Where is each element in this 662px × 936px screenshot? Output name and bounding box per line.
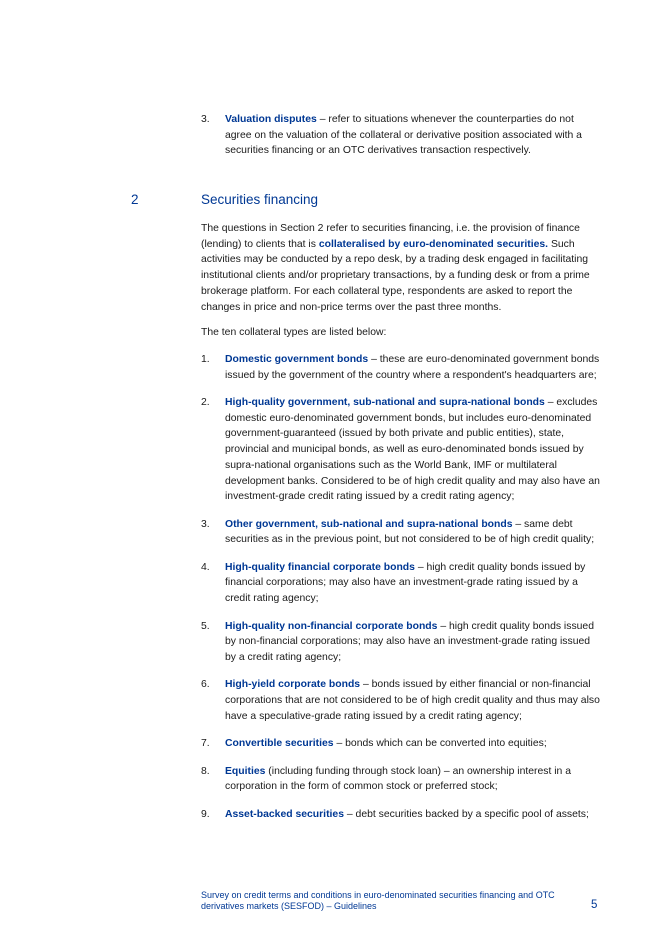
list-item-number: 7. xyxy=(201,738,210,750)
list-item-number: 9. xyxy=(201,808,210,820)
list-item xyxy=(201,677,601,724)
list-item xyxy=(201,736,601,752)
footer-line-1: Survey on credit terms and conditions in euro-denominated securities financing and OTC xyxy=(201,890,555,900)
list-item xyxy=(201,560,601,607)
paragraph-highlight: collateralised by euro-denominated securities. xyxy=(318,238,549,250)
list-item xyxy=(201,517,601,548)
list-item-text: – these are euro-denominated government bonds issued by the government of the country where a respondent's headquarters are; xyxy=(225,353,600,381)
list-item-number: 3. xyxy=(201,518,210,530)
list-item-number: 8. xyxy=(201,765,210,777)
section-title: Securities financing xyxy=(201,192,319,207)
intro-list xyxy=(201,112,601,159)
list-item xyxy=(201,395,601,505)
footer xyxy=(201,890,581,912)
footer-line-2: derivatives markets (SESFOD) – Guidelines xyxy=(201,901,377,911)
page-number: 5 xyxy=(591,899,598,911)
paragraph-text-continued: Such activities may be conducted by a repo desk, by a trading desk engaged in facilitating institutional clients and/or proprietary transactions, by a funding desk or from a prime brokerage platform. For each collateral type, respondents are asked to report the changes in price and non-price terms over the past three months. xyxy=(201,238,590,313)
list-item-number: 1. xyxy=(201,353,210,365)
list-item xyxy=(201,352,601,383)
list-item-term: High-quality financial corporate bonds xyxy=(225,561,415,573)
list-item-text: – debt securities backed by a specific pool of assets; xyxy=(343,808,589,820)
section-paragraph xyxy=(201,221,601,315)
list-item-term: High-yield corporate bonds xyxy=(225,679,361,691)
list-item-text: – refer to situations whenever the counterparties do not agree on the valuation of the collateral or derivative position associated with a securities financing or an OTC derivatives transaction respectively. xyxy=(225,114,582,157)
list-item-term: Domestic government bonds xyxy=(225,353,369,365)
list-intro: The ten collateral types are listed below: xyxy=(201,327,387,339)
list-item-text: – high credit quality bonds issued by financial corporations; may also have an investment-grade rating issued by a credit rating agency; xyxy=(225,561,586,605)
list-item-text: – high credit quality bonds issued by non-financial corporations; may also have an investment-grade rating issued by a credit rating agency; xyxy=(225,620,594,663)
list-item-term: Other government, sub-national and supra-national bonds xyxy=(225,518,513,530)
list-item xyxy=(201,619,601,666)
list-item-text: (including funding through stock loan) – an ownership interest in a corporation in the form of common stock or preferred stock; xyxy=(225,765,571,793)
list-item-term: Equities xyxy=(225,765,266,777)
list-item xyxy=(201,807,601,823)
list-item xyxy=(201,764,601,795)
section-body xyxy=(201,221,601,822)
list-item-text: – bonds which can be converted into equities; xyxy=(333,738,547,750)
list-item-term: Valuation disputes xyxy=(225,114,317,125)
list-item xyxy=(201,112,601,159)
list-item-term: Convertible securities xyxy=(225,738,334,750)
section-number: 2 xyxy=(131,192,139,207)
list-item-text: – excludes domestic euro-denominated government bonds, but includes euro-denominated government-guaranteed (issued by both private and public entities), state, provincial and municipal bonds, as well as euro-denominated bonds issued by supra-national organisations such as the World Bank, IMF or multilateral development banks. Considered to be of high credit quality and may also have an investment-grade credit rating issued by a credit rating agency; xyxy=(225,397,600,503)
list-item-number: 4. xyxy=(201,561,210,573)
list-item-number: 6. xyxy=(201,679,210,691)
list-item-text: – bonds issued by either financial or non-financial corporations that are not considered to be of high credit quality and thus may also have a speculative-grade rating issued by a credit rating agency; xyxy=(225,679,600,722)
list-item-term: Asset-backed securities xyxy=(225,808,344,820)
list-item-text: – same debt securities as in the previous point, but not considered to be of high credit quality; xyxy=(225,518,595,546)
list-item-term: High-quality government, sub-national and supra-national bonds xyxy=(225,397,545,409)
list-item-number: 2. xyxy=(201,397,210,409)
list-item-number: 5. xyxy=(201,620,210,632)
list-item-term: High-quality non-financial corporate bonds xyxy=(225,620,438,632)
paragraph-text: The questions in Section 2 refer to securities financing, i.e. the provision of finance (lending) to clients that is xyxy=(201,223,580,250)
list-item-number: 3. xyxy=(201,114,210,125)
collateral-types-list xyxy=(201,352,601,822)
